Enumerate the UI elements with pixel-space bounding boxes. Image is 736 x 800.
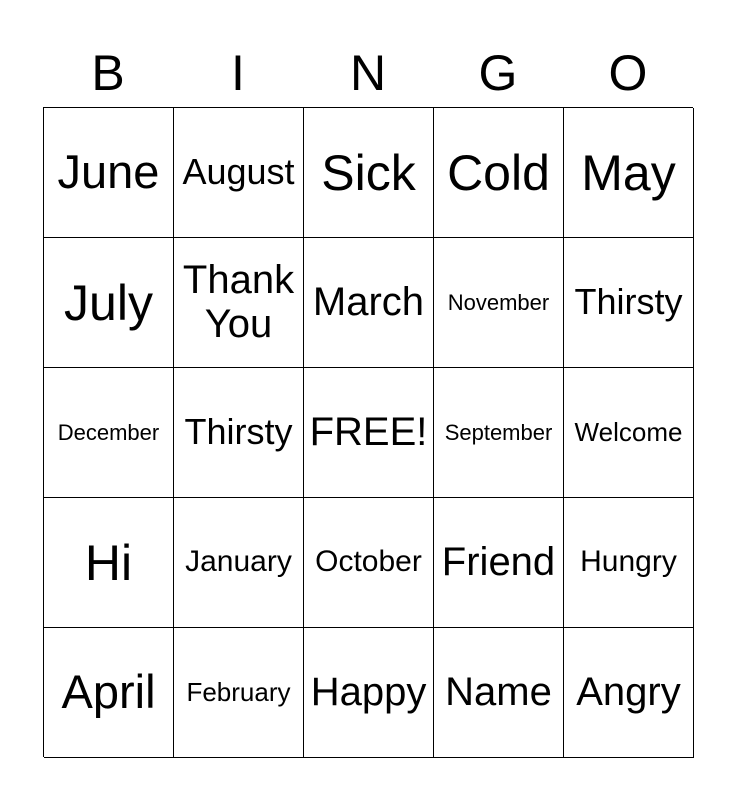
bingo-cell: July: [44, 238, 174, 368]
bingo-cell: Friend: [434, 498, 564, 628]
header-letter-g: G: [478, 45, 518, 101]
bingo-cell: Thirsty: [174, 368, 304, 498]
bingo-cell: June: [44, 108, 174, 238]
bingo-cell: Happy: [304, 628, 434, 758]
bingo-cell: Sick: [304, 108, 434, 238]
bingo-cell: August: [174, 108, 304, 238]
bingo-cell: May: [564, 108, 694, 238]
bingo-cell: October: [304, 498, 434, 628]
bingo-cell: January: [174, 498, 304, 628]
bingo-cell: Hi: [44, 498, 174, 628]
bingo-header: [43, 40, 693, 106]
header-letter-o: O: [608, 45, 648, 101]
bingo-cell: March: [304, 238, 434, 368]
bingo-cell: November: [434, 238, 564, 368]
bingo-board: [43, 107, 693, 757]
bingo-cell free-space: FREE!: [304, 368, 434, 498]
bingo-cell: December: [44, 368, 174, 498]
bingo-cell: Welcome: [564, 368, 694, 498]
header-letter-i: I: [231, 45, 245, 101]
bingo-cell: September: [434, 368, 564, 498]
bingo-cell: Thank You: [174, 238, 304, 368]
bingo-cell: Angry: [564, 628, 694, 758]
header-letter-n: N: [349, 45, 387, 101]
bingo-cell: Cold: [434, 108, 564, 238]
bingo-cell: Name: [434, 628, 564, 758]
bingo-cell: April: [44, 628, 174, 758]
bingo-cell: Thirsty: [564, 238, 694, 368]
bingo-cell: Hungry: [564, 498, 694, 628]
header-letter-b: B: [91, 45, 125, 101]
bingo-cell: February: [174, 628, 304, 758]
